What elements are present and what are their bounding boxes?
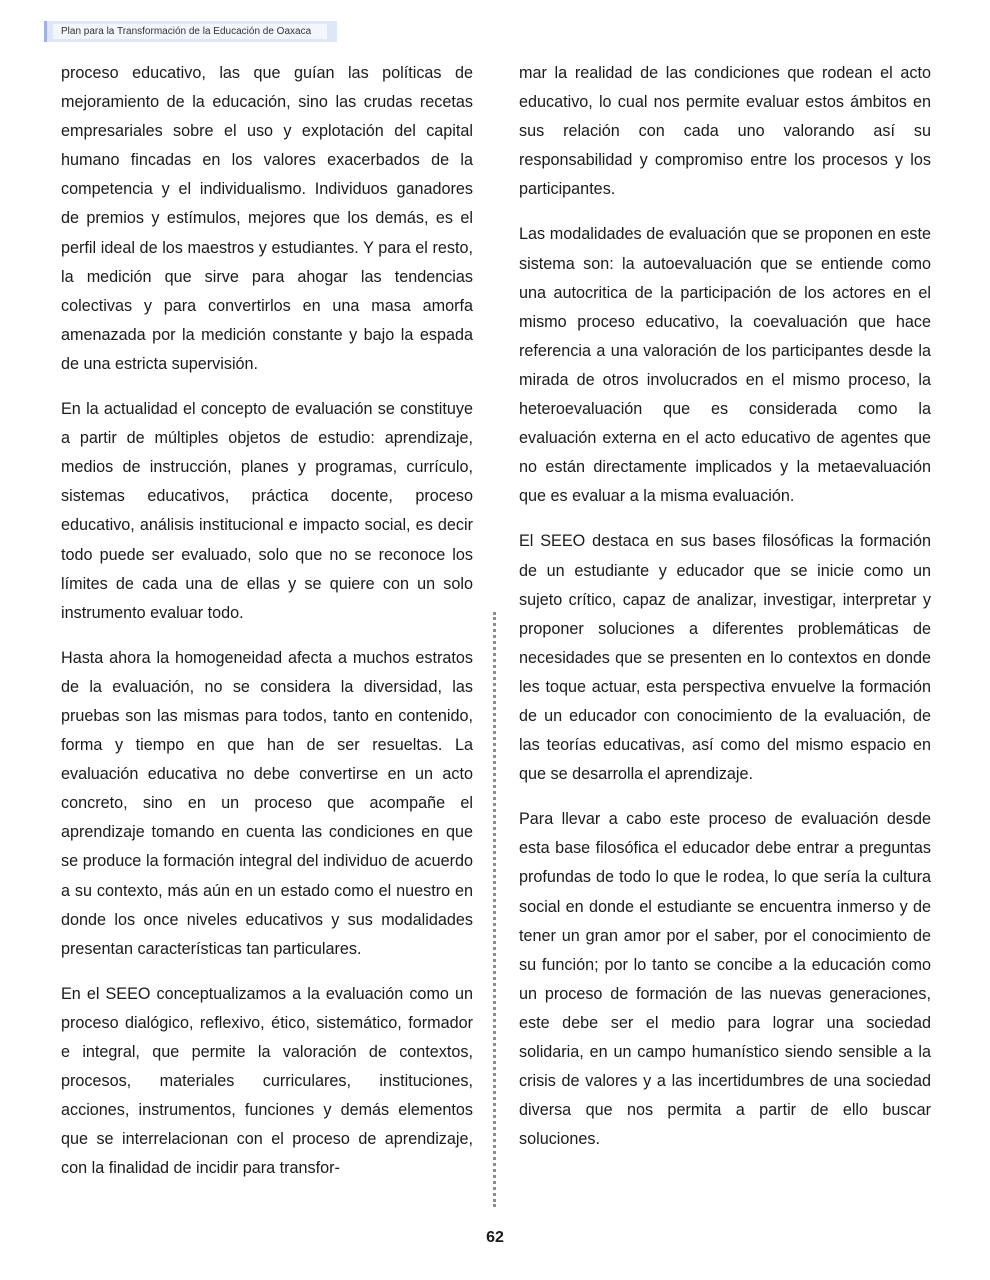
right-column [519, 59, 931, 1170]
running-header-title: Plan para la Transformación de la Educación de Oaxaca [53, 24, 327, 39]
paragraph: mar la realidad de las condiciones que rodean el acto educativo, lo cual nos permite evaluar estos ámbitos en sus relación con cada uno valorando así su responsabilidad y compromiso entre los procesos y los participantes. [519, 64, 931, 199]
paragraph: En el SEEO conceptualizamos a la evaluación como un proceso dialógico, reflexivo, ético, sistemático, formador e integral, que permite la valoración de contextos, procesos, materiales curriculares, instituciones, acciones, instrumentos, funciones y demás elementos que se interrelacionan con el proceso de aprendizaje, con la finalidad de incidir para transfor- [61, 984, 473, 1178]
left-column [61, 59, 473, 1199]
paragraph: Para llevar a cabo este proceso de evaluación desde esta base filosófica el educador debe entrar a preguntas profundas de todo lo que le rodea, lo que sería la cultura social en donde el estudiante se encuentra inmerso y de tener un gran amor por el saber, por el conocimiento de su función; por lo tanto se concibe a la educación como un proceso de formación de las nuevas generaciones, este debe ser el medio para lograr una sociedad solidaria, en un campo humanístico siendo sensible a la crisis de valores y a las incertidumbres de una sociedad diversa que nos permita a partir de ello buscar soluciones. [519, 810, 931, 1149]
paragraph: Las modalidades de evaluación que se proponen en este sistema son: la autoevaluación que se entiende como una autocritica de la participación de los actores en el mismo proceso educativo, la coevaluación que hace referencia a una valoración de los participantes desde la mirada de otros involucrados en el mismo proceso, la heteroevaluación que es considerada como la evaluación externa en el acto educativo de agentes que no están directamente implicados y la metaevaluación que es evaluar a la misma evaluación. [519, 225, 931, 506]
column-divider [493, 612, 496, 1207]
paragraph: El SEEO destaca en sus bases filosóficas la formación de un estudiante y educador que se inicie como un sujeto crítico, capaz de analizar, investigar, interpretar y proponer soluciones a diferentes problemáticas de necesidades que se presenten en lo contextos en donde les toque actuar, esta perspectiva envuelve la formación de un educador con conocimiento de la evaluación, de las teorías educativas, así como del mismo espacio en que se desarrolla el aprendizaje. [519, 532, 931, 784]
paragraph: proceso educativo, las que guían las políticas de mejoramiento de la educación, sino las crudas recetas empresariales sobre el uso y explotación del capital humano fincadas en los valores exacerbados de la competencia y el individualismo. Individuos ganadores de premios y estímulos, mejores que los demás, es el perfil ideal de los maestros y estudiantes. Y para el resto, la medición que sirve para ahogar las tendencias colectivas y para convertirlos en una masa amorfa amenazada por la medición constante y bajo la espada de una estricta supervisión. [61, 64, 473, 373]
paragraph: En la actualidad el concepto de evaluación se constituye a partir de múltiples objetos de estudio: aprendizaje, medios de instrucción, planes y programas, currículo, sistemas educativos, práctica docente, proceso educativo, análisis institucional e impacto social, es decir todo puede ser evaluado, solo que no se reconoce los límites de cada una de ellas y se quiere con un solo instrumento evaluar todo. [61, 400, 473, 622]
page-number: 62 [486, 1229, 504, 1246]
running-header [44, 21, 337, 42]
paragraph: Hasta ahora la homogeneidad afecta a muchos estratos de la evaluación, no se considera la diversidad, las pruebas son las mismas para todos, tanto en contenido, forma y tiempo en que han de ser resueltas. La evaluación educativa no debe convertirse en un acto concreto, sino en un proceso que acompañe el aprendizaje tomando en cuenta las condiciones en que se produce la formación integral del individuo de acuerdo a su contexto, más aún en un estado como el nuestro en donde los once niveles educativos y sus modalidades presentan características tan particulares. [61, 648, 473, 958]
